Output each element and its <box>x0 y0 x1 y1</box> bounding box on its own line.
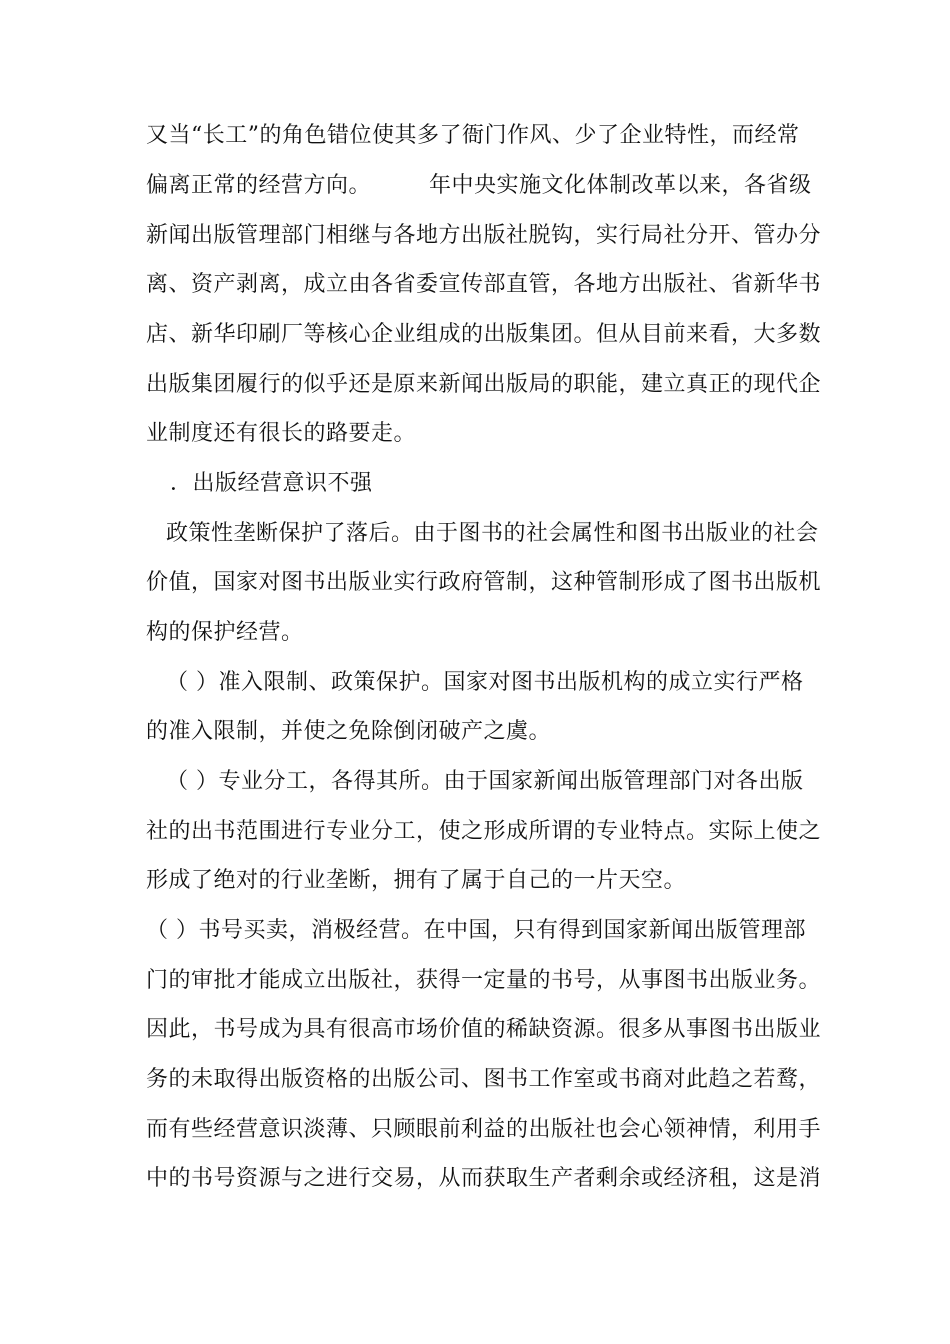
text-line: 店、新华印刷厂等核心企业组成的出版集团。但从目前来看，大多数 <box>146 322 822 347</box>
text-line: （ ）准入限制、政策保护。国家对图书出版机构的成立实行严格 <box>166 670 804 695</box>
text-line: 构的保护经营。 <box>146 620 304 645</box>
text-line: 的准入限制，并使之免除倒闭破产之虞。 <box>146 719 552 744</box>
text-segment: 年中央实施文化体制改革以来，各省级 <box>429 173 812 198</box>
text-line: （ ）专业分工，各得其所。由于国家新闻出版管理部门对各出版 <box>166 769 804 794</box>
section-heading: ．出版经营意识不强 <box>170 471 373 496</box>
text-line: 新闻出版管理部门相继与各地方出版社脱钩，实行局社分开、管办分 <box>146 223 822 248</box>
text-line: 门的审批才能成立出版社，获得一定量的书号，从事图书出版业务。 <box>146 968 822 993</box>
text-line: 而有些经营意识淡薄、只顾眼前利益的出版社也会心领神情，利用手 <box>146 1117 822 1142</box>
text-line: 政策性垄断保护了落后。由于图书的社会属性和图书出版业的社会 <box>166 521 819 546</box>
text-line: 形成了绝对的行业垄断，拥有了属于自己的一片天空。 <box>146 868 687 893</box>
text-line: 离、资产剥离，成立由各省委宣传部直管，各地方出版社、省新华书 <box>146 272 822 297</box>
text-line: 社的出书范围进行专业分工，使之形成所谓的专业特点。实际上使之 <box>146 819 822 844</box>
text-line: 务的未取得出版资格的出版公司、图书工作室或书商对此趋之若鹜， <box>146 1067 822 1092</box>
text-line: 业制度还有很长的路要走。 <box>146 421 417 446</box>
text-segment: 偏离正常的经营方向。 <box>146 173 372 198</box>
text-line: 价值，国家对图书出版业实行政府管制，这种管制形成了图书出版机 <box>146 570 822 595</box>
text-line <box>146 171 826 201</box>
text-line: 因此，书号成为具有很高市场价值的稀缺资源。很多从事图书出版业 <box>146 1017 822 1042</box>
text-line: 出版集团履行的似乎还是原来新闻出版局的职能，建立真正的现代企 <box>146 372 822 397</box>
text-line: 中的书号资源与之进行交易，从而获取生产者剩余或经济租，这是消 <box>146 1166 822 1191</box>
text-line: （ ）书号买卖，消极经营。在中国，只有得到国家新闻出版管理部 <box>146 918 806 943</box>
text-line: 又当“长工”的角色错位使其多了衙门作风、少了企业特性，而经常 <box>146 123 800 148</box>
